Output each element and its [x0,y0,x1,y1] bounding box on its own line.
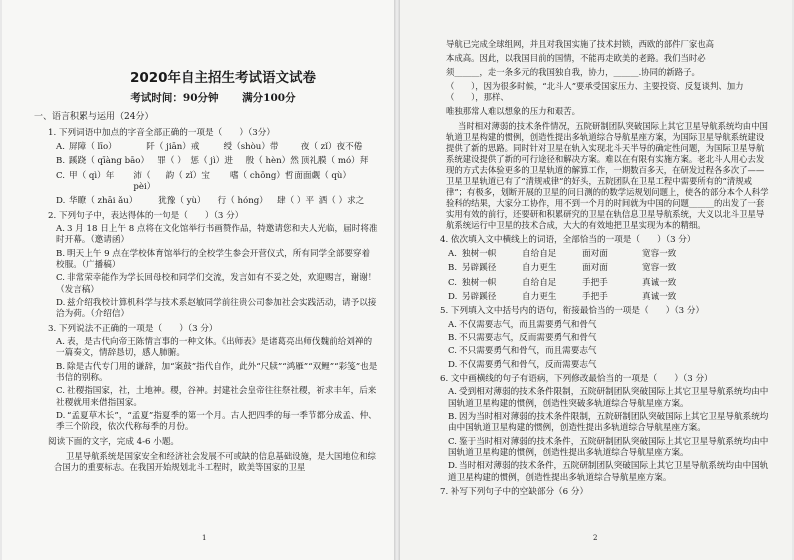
question-4-option-b: B. 另辟蹊径 自力更生 面对面 宽容一致 [448,263,677,274]
question-6-stem: 6. 文中画横线的句子有语病，下列修改最恰当的一项是（ ）（3 分） [440,373,713,384]
question-2-option-a: A. 3 月 18 日上午 8 点将在文化馆举行书画赞作品，特邀请您和夫人光临，届时将准时开幕。（邀请函） [56,223,378,246]
question-3-option-d: D. “孟夏草木长”，“孟夏”指夏季的第一个月。古人把四季的每一季节都分成孟、仲、季三个阶段，依次代称每季的月份。 [56,411,377,433]
page-number-1: 1 [202,534,207,542]
question-5-stem: 5. 下列填入文中括号内的语句，衔接最恰当的一项是（ ）（3 分） [440,306,705,317]
page-1 [2,0,394,560]
passage-line: 须______，走一条多元的我国独自我，协力，______.协同的新路子。 [446,67,700,78]
question-4-option-d: D. 另辟蹊径 自力更生 手把手 真诚一致 [448,291,677,302]
question-6-option-b: B. 因为当时相对薄弱的技术条件限制，五院研制团队突破国际上其它卫星导航系统均由中国轨道卫星构建的惯例，创造性提出多轨道综合导航星座方案。 [448,411,769,434]
question-7-stem: 7. 补写下列句子中的空缺部分（6 分） [440,487,589,498]
question-3-option-b: B. 除是古代专门用的谦辞，加“案鼓”指代自作，此外“尺牍”“鸿雁”“双鲤”“彩笺”也是书信的别称。 [56,361,378,384]
page-2-content [440,36,770,500]
exam-info [48,92,378,106]
question-3-stem: 3. 下列说法不正确的一项是（ ）（3 分） [48,323,218,334]
passage-line: 本成高。因此，以我国目前的国情，不能再走欧美的老路。我们当时必 [446,53,706,64]
passage-line: 唯独那常人难以想象的压力和艰苦。 [446,106,580,117]
question-2-option-c: C. 非常荣幸能作为学长回母校和同学们交流，发言如有不妥之处，欢迎赐言，谢谢！（发言稿） [56,273,377,295]
question-4-stem: 4. 依次填入文中横线上的词语，全部恰当的一项是（ ）（3 分） [440,234,696,245]
full-score: 满分100分 [242,91,296,104]
question-5-option-b: B. 不只需要志气，反而需要勇气和骨气 [448,332,597,343]
passage-line: 导航已完成全球组网，并且对我国实施了技术封锁，西欧的部件厂家也高 [446,39,714,49]
reading-intro: 阅读下面的文字，完成 4-6 小题。 [48,436,180,447]
question-4-option-c: C. 独树一帜 自给自足 手把手 真诚一致 [448,277,677,288]
question-2-option-d: D. 兹介绍我校计算机科学与技术系赵敏同学前往贵公司参加社会实践活动，请予以接洽为荷。（介绍信） [56,298,377,320]
exam-title: 2020年自主招生考试语文试卷 [129,70,317,86]
question-6-option-d: D. 当时相对薄弱的技术条件，五院研制团队突破国际上其它卫星导航系统均由中国轨道卫星构建的惯例，创造性提出多轨道综合导航星座方案。 [448,461,769,483]
reading-passage-start: 卫星导航系统是国家安全和经济社会发展不可或缺的信息基础设施，是大国地位和综合国力的重要标志。在我国开始规划北斗工程时，欧美等国家的卫星 [54,451,376,473]
question-1-option-b: B. 蹊跷（ qīàng bāo） 罪（ ） 惩（ jì）进 殷（ hèn）然 顶礼膜（ mó）拜 [56,156,369,167]
page-1-content [34,40,378,475]
question-5-option-a: A. 不仅需要志气，而且需要勇气和骨气 [448,319,597,330]
question-2-option-b: B. 明天上午 9 点在学校体育馆举行的全校学生参会开营仪式，所有同学全部要穿着校服。（广播稿） [56,248,371,270]
passage-paragraph-2: 当时相对薄弱的技术条件情况，五院研制团队突破国际上其它卫星导航系统均由中国轨道卫星构建的惯例，创造性提出多轨道综合导航星座方案，为国际卫星导航系统建设提供了新的思路。同时针对卫星在轨入实现北斗天半导的确定性问题，为国际卫星导航系统建设提供了新的可行途径和解决方案。难以在有限有实施方案。老北斗人用心去发现的方式去体验更多的卫星轨道的解算工作，一期数百多天，在研发过程各多次了——卫星卫星轨道已有了“清规戒律”的好头，五院团队在卫星工程中需要所有的“清规戒律”；有极多，划断开展的卫星的问日测的的数学运规划问题上，使各的部分本个人科学验科的结果，大家分工协作，用不到一个月的时间就为中国的问题______的出发了一套实用有效的前行，还要研和积累研究的卫星在轨信息卫星导航系统，大义以北斗卫星导航系统运行中卫星的技术合成，大大的有效地把卫星实现为本的精细。 [446,120,769,231]
question-5-option-c: C. 不只需要勇气和骨气，而且需要志气 [448,346,597,357]
question-6-option-c: C. 鉴于当时相对薄弱的技术条件，五院研制团队突破国际上其它卫星导航系统均由中国轨道卫星构建的惯例，创造性提出多轨道综合导航星座方案。 [448,436,769,458]
question-1-stem: 1. 下列词语中加点的字音全部正确的一项是（ ）（3分） [48,127,275,138]
question-4-option-a: A. 独树一帜 自给自足 面对面 宽容一致 [448,248,677,259]
exam-time: 考试时间：90分钟 [130,91,219,104]
question-1-option-c: C. 甲（ qì）年 沛（ pèi） 韵（ zǐ）宝 嗜（ chōng）哲 面面觑（ qù） [56,170,352,192]
passage-line: （ ），因为很多时候，“北斗人”要承受国家压力、主要投资、反复谈判、加力（ ），那样、 [446,81,744,103]
question-2-stem: 2. 下列句子中，表达得体的一句是（ ）（3 分） [48,210,244,221]
page-number-2: 2 [593,534,598,542]
question-3-option-c: C. 社稷指国家，社，土地神。稷，谷神。封建社会皇帝往往祭社稷，祈求丰年，后来社稷就用来借指国家。 [56,386,377,408]
question-1-option-d: D. 华瞭（ zhāi ǎu） 犹豫（ yù） 行（ hóng） 肆（ ）平 洒（ ）求之 [56,196,365,207]
question-1-option-a: A. 屏障（ līo） 阡（ jiān）戒 绶（shòu）带 夜（ zǐ）夜不倦 [56,141,363,152]
page-2 [400,0,792,560]
question-6-option-a: A. 受到相对薄弱的技术条件限制，五院研制团队突破国际上其它卫星导航系统均由中国轨道卫星构建的惯例，创造性突破多轨道综合导航星座方案。 [448,387,769,409]
section-heading: 一、语言积累与运用（24分） [34,111,154,122]
question-3-option-a: A. 表，是古代向帝王陈情言事的一种文体。《出师表》是诸葛亮出师伐魏前给刘禅的一篇奏文，情辞恳切，感人肺腑。 [56,337,373,359]
question-5-option-d: D. 不仅需要勇气和骨气，反而需要志气 [448,359,597,370]
